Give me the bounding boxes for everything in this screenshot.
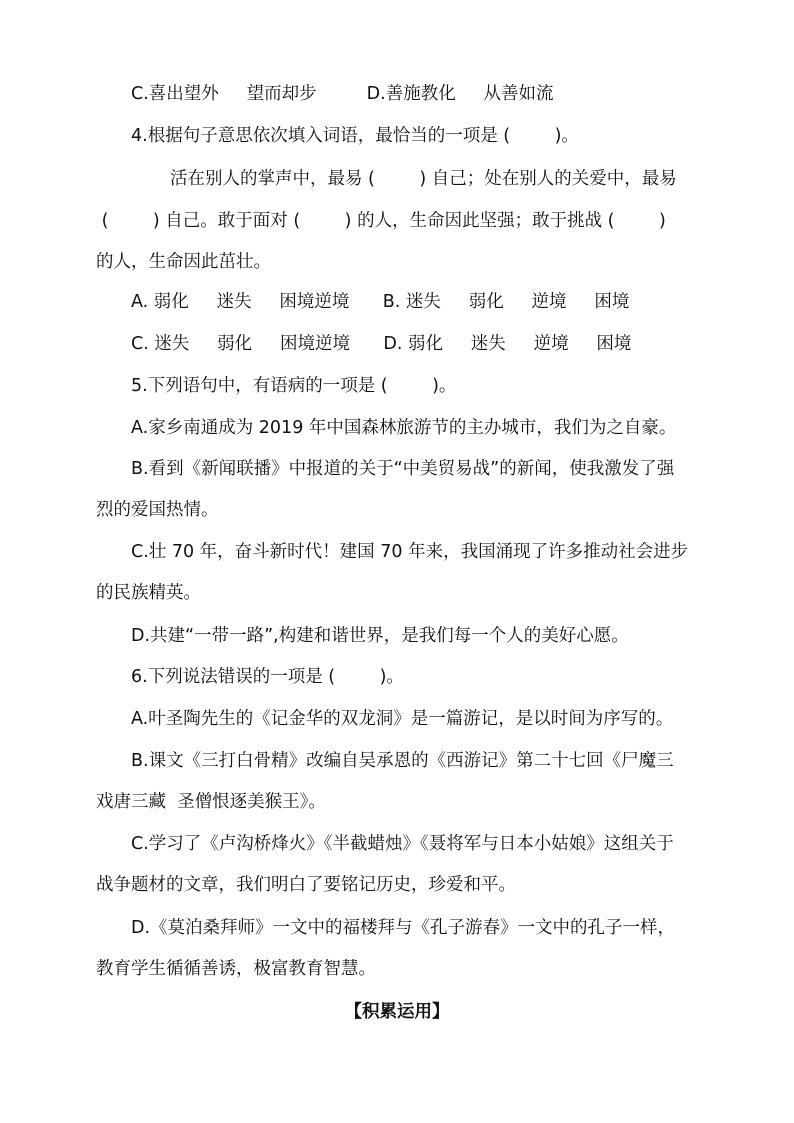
q3-options-c-d: C.喜出望外 望而却步 D.善施教化 从善如流 — [131, 84, 554, 104]
q6-option-d-line-2: 教育学生循循善诱，极富教育智慧。 — [96, 959, 376, 979]
q5-option-a: A.家乡南通成为 2019 年中国森林旅游节的主办城市，我们为之自豪。 — [131, 418, 677, 438]
q5-question: 5.下列语句中，有语病的一项是 ( )。 — [131, 376, 457, 396]
q5-option-b-line-2: 烈的爱国热情。 — [96, 500, 219, 520]
q5-option-c-line-1: C.壮 70 年，奋斗新时代！建国 70 年来，我国涌现了许多推动社会进步 — [131, 542, 689, 562]
q4-passage-line-1: 活在别人的掌声中，最易 ( ) 自己；处在别人的关爱中，最易 — [170, 169, 677, 189]
q4-options-a-b: A. 弱化 迷失 困境逆境 B. 迷失 弱化 逆境 困境 — [131, 292, 630, 312]
q4-options-c-d: C. 迷失 弱化 困境逆境 D. 弱化 迷失 逆境 困境 — [131, 334, 632, 354]
q6-option-c-line-2: 战争题材的文章，我们明白了要铭记历史，珍爱和平。 — [96, 875, 516, 895]
q6-option-b-line-2: 戏唐三藏 圣僧恨逐美猴王》。 — [96, 792, 326, 812]
q6-question: 6.下列说法错误的一项是 ( )。 — [131, 667, 404, 687]
q6-option-b-line-1: B.课文《三打白骨精》改编自吴承恩的《西游记》第二十七回《尸魔三 — [131, 751, 674, 771]
q4-passage-line-3: 的人，生命因此茁壮。 — [96, 252, 271, 272]
q6-option-a: A.叶圣陶先生的《记金华的双龙洞》是一篇游记，是以时间为序写的。 — [131, 709, 674, 729]
q4-question: 4.根据句子意思依次填入词语，最恰当的一项是 ( )。 — [131, 126, 579, 146]
q6-option-c-line-1: C.学习了《卢沟桥烽火》《半截蜡烛》《聂将军与日本小姑娘》这组关于 — [131, 834, 674, 854]
q4-passage-line-2: ( ) 自己。敢于面对 ( ) 的人，生命因此坚强；敢于挑战 ( ) — [96, 211, 666, 231]
q6-option-d-line-1: D.《莫泊桑拜师》一文中的福楼拜与《孔子游春》一文中的孔子一样， — [131, 918, 676, 938]
section-heading: 【积累运用】 — [344, 1002, 450, 1022]
q5-option-d: D.共建“一带一路”,构建和谐世界，是我们每一个人的美好心愿。 — [131, 626, 629, 646]
q5-option-b-line-1: B.看到《新闻联播》中报道的关于“中美贸易战”的新闻，使我激发了强 — [131, 459, 675, 479]
q5-option-c-line-2: 的民族精英。 — [96, 583, 201, 603]
